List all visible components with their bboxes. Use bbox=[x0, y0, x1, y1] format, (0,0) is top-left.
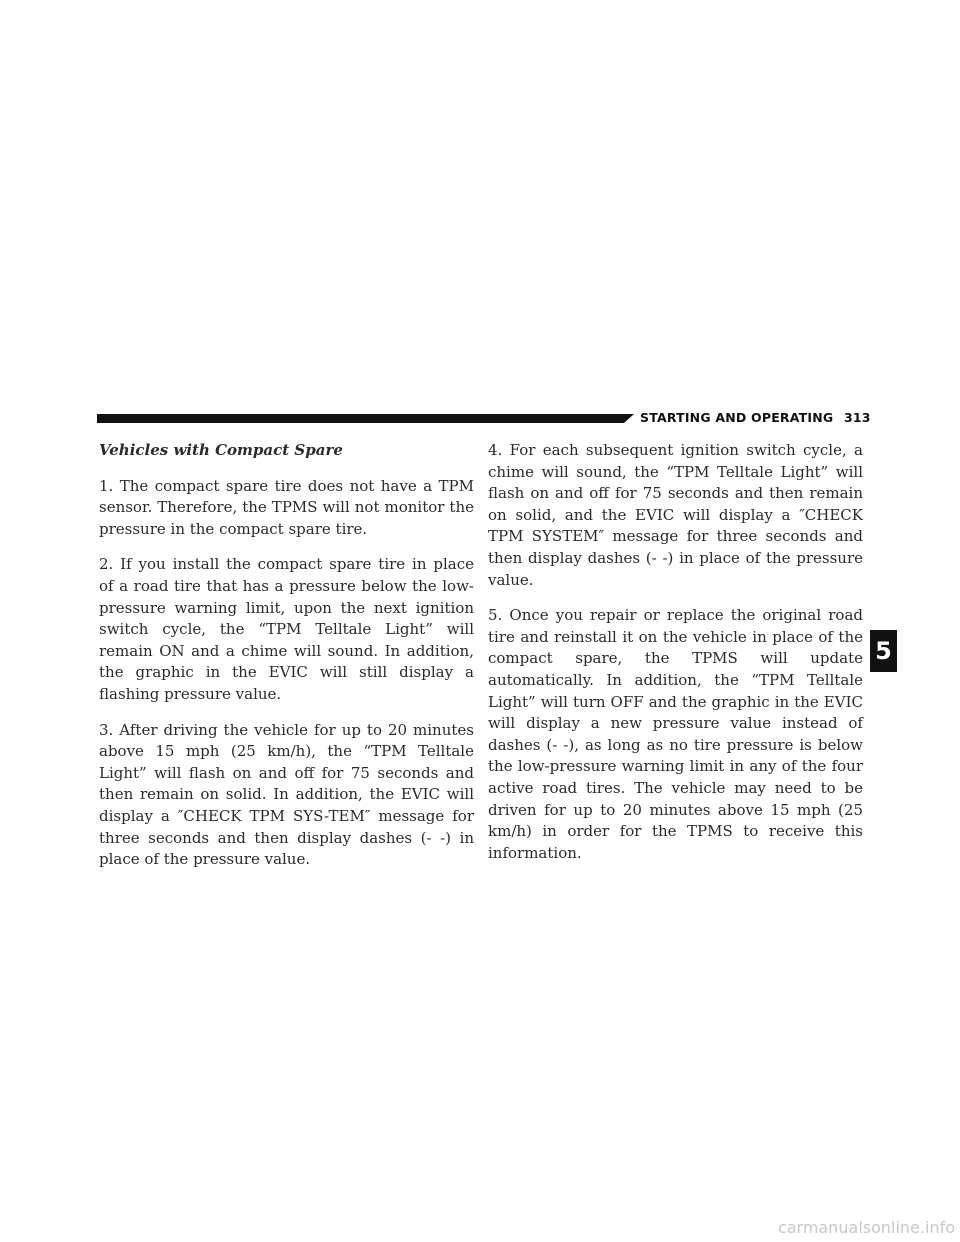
section-title: STARTING AND OPERATING bbox=[640, 410, 834, 425]
paragraph-2: 2. If you install the compact spare tire in place of a road tire that has a pressure below the low-pressure warning limit, upon the next ignition switch cycle, the “TPM Telltale Light” will remain ON and a chime will sound. In addition, the graphic in the EVIC will still display a flashing pressure value. bbox=[99, 555, 474, 703]
right-column bbox=[488, 440, 863, 878]
paragraph-4: 4. For each subsequent ignition switch cycle, a chime will sound, the “TPM Telltale Light” will flash on and off for 75 seconds and then remain on solid, and the EVIC will display a ″CHECK TPM SYSTEM″ message for three seconds and then display dashes (- -) in place of the pressure value. bbox=[488, 441, 863, 589]
header-rule bbox=[97, 414, 624, 423]
paragraph-3: 3. After driving the vehicle for up to 20 minutes above 15 mph (25 km/h), the “TPM Telltale Light” will flash on and off for 75 seconds and then remain on solid. In addition, the EVIC will display a ″CHECK TPM SYS-TEM″ message for three seconds and then display dashes (- -) in place of the pressure value. bbox=[99, 720, 474, 869]
running-header bbox=[640, 410, 871, 425]
chapter-tab: 5 bbox=[870, 630, 897, 672]
paragraph-5: 5. Once you repair or replace the original road tire and reinstall it on the vehicle in place of the compact spare, the TPMS will update automatically. In addition, the “TPM Telltale Light” will turn OFF and the graphic in the EVIC will display a new pressure value instead of dashes (- -), as long as no tire pressure is below the low-pressure warning limit in any of the four active road tires. The vehicle may need to be driven for up to 20 minutes above 15 mph (25 km/h) in order for the TPMS to receive this information. bbox=[488, 606, 863, 862]
subheading: Vehicles with Compact Spare bbox=[99, 441, 343, 459]
paragraph-1: 1. The compact spare tire does not have a TPM sensor. Therefore, the TPMS will not monitor the pressure in the compact spare tire. bbox=[99, 476, 474, 538]
watermark: carmanualsonline.info bbox=[777, 1218, 955, 1237]
left-column bbox=[99, 440, 474, 885]
page-number: 313 bbox=[843, 410, 871, 425]
